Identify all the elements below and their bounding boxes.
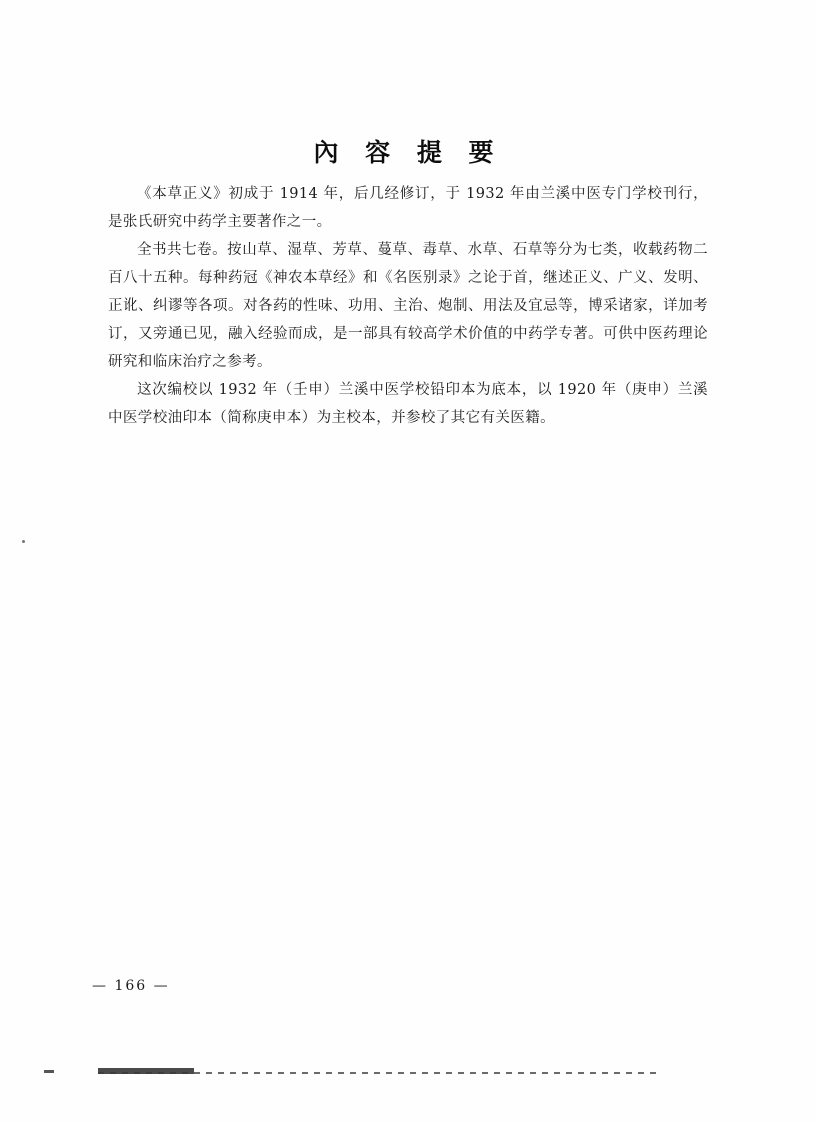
body-text: [108, 180, 708, 432]
page-number: — 166 —: [92, 978, 170, 994]
scan-speck: [22, 540, 25, 543]
paragraph: 这次编校以 1932 年（壬申）兰溪中医学校铅印本为底本，以 1920 年（庚申）兰溪中医学校油印本（简称庚申本）为主校本，并参校了其它有关医籍。: [108, 382, 708, 426]
scan-artifact-line: [98, 1072, 658, 1074]
paragraph: 《本草正义》初成于 1914 年，后几经修订，于 1932 年由兰溪中医专门学校刊行，是张氏研究中药学主要著作之一。: [108, 186, 708, 230]
paragraph: 全书共七卷。按山草、湿草、芳草、蔓草、毒草、水草、石草等分为七类，收载药物二百八十五种。每种药冠《神农本草经》和《名医别录》之论于首，继述正义、广义、发明、正讹、纠谬等各项。对各药的性味、功用、主治、炮制、用法及宜忌等，博采诸家，详加考订，又旁通已见，融入经验而成，是一部具有较高学术价值的中药学专著。可供中医药理论研究和临床治疗之参考。: [108, 242, 708, 370]
page-title: 內 容 提 要: [313, 138, 503, 167]
scan-artifact-left: [44, 1070, 54, 1073]
